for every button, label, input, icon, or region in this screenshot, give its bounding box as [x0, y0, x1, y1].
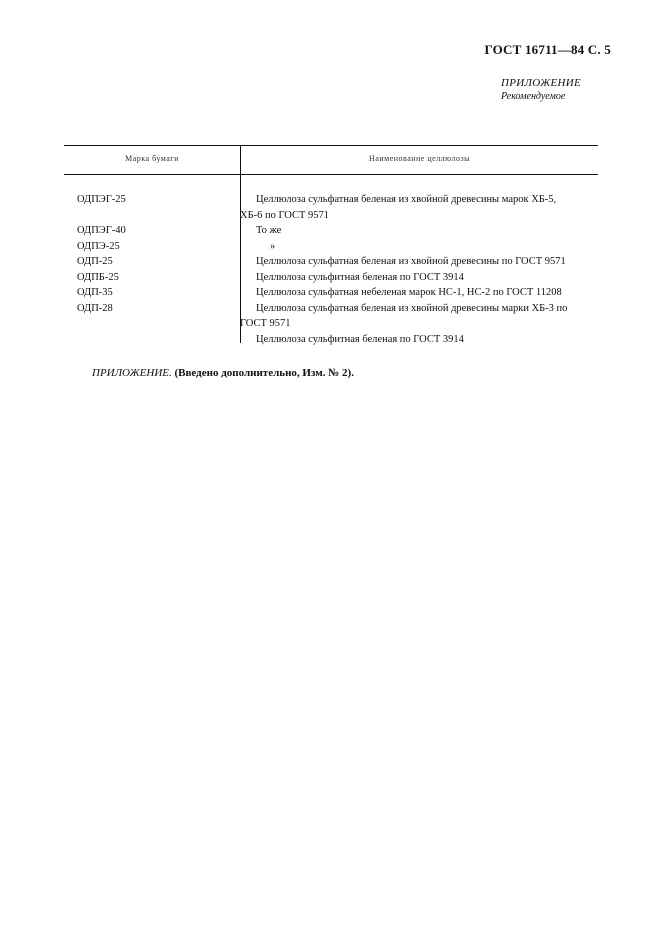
pulp-name-line: Целлюлоза сульфитная беленая по ГОСТ 3914	[256, 271, 464, 283]
paper-grade-cell: ОДП-35	[77, 287, 113, 298]
paper-grade-cell: ОДПЭГ-40	[77, 225, 126, 236]
column-header-pulp-name: Наименование целлюлозы	[369, 154, 470, 163]
paper-grade-cell: ОДПЭГ-25	[77, 194, 126, 205]
table-row	[64, 332, 598, 348]
appendix-heading	[501, 76, 581, 104]
table-header-rule	[64, 174, 598, 175]
pulp-name-line: Целлюлоза сульфатная беленая из хвойной древесины марки ХБ-3 по	[256, 302, 568, 314]
paper-grade-cell: ОДПЭ-25	[77, 240, 120, 252]
pulp-name-cell	[240, 332, 598, 348]
table-row	[64, 254, 598, 270]
appendix-status: Рекомендуемое	[501, 91, 566, 102]
amendment-note	[92, 367, 354, 379]
pulp-name-line: Целлюлоза сульфатная небеленая марок НС-1, НС-2 по ГОСТ 11208	[256, 287, 562, 298]
table-body	[64, 192, 598, 347]
amendment-note-text: (Введено дополнительно, Изм. № 2).	[174, 367, 354, 379]
pulp-name-line: Целлюлоза сульфитная беленая по ГОСТ 3914	[256, 333, 464, 345]
pulp-name-cell	[240, 285, 598, 301]
pulp-name-line: Целлюлоза сульфатная беленая из хвойной древесины марок ХБ-5,	[256, 194, 557, 205]
paper-grade-cell: ОДП-25	[77, 256, 113, 267]
pulp-name-cell	[240, 239, 598, 255]
appendix-title: ПРИЛОЖЕНИЕ	[501, 77, 581, 89]
table-row	[64, 301, 598, 332]
pulp-name-cell	[240, 301, 598, 332]
pulp-name-line-continued: ХБ-6 по ГОСТ 9571	[240, 209, 330, 221]
ditto-mark: »	[270, 240, 276, 252]
paper-grade-cell: ОДПБ-25	[77, 271, 119, 283]
paper-grade-cell	[64, 332, 240, 348]
paper-pulp-table	[64, 145, 598, 345]
page-header-reference: ГОСТ 16711—84 С. 5	[484, 42, 611, 57]
paper-grade-cell: ОДП-28	[77, 302, 113, 314]
column-header-paper-grade: Марка бумаги	[125, 154, 179, 163]
pulp-name-cell	[240, 223, 598, 239]
pulp-name-cell	[240, 270, 598, 286]
pulp-name-line: Целлюлоза сульфатная беленая из хвойной древесины по ГОСТ 9571	[256, 256, 566, 267]
table-row	[64, 285, 598, 301]
pulp-name-line: То же	[256, 225, 282, 236]
amendment-note-label: ПРИЛОЖЕНИЕ.	[92, 367, 172, 379]
table-row	[64, 239, 598, 255]
pulp-name-line-continued: ГОСТ 9571	[240, 318, 291, 329]
table-row	[64, 223, 598, 239]
table-top-rule	[64, 145, 598, 146]
pulp-name-cell	[240, 254, 598, 270]
table-row	[64, 270, 598, 286]
pulp-name-cell	[240, 192, 598, 223]
table-row	[64, 192, 598, 223]
